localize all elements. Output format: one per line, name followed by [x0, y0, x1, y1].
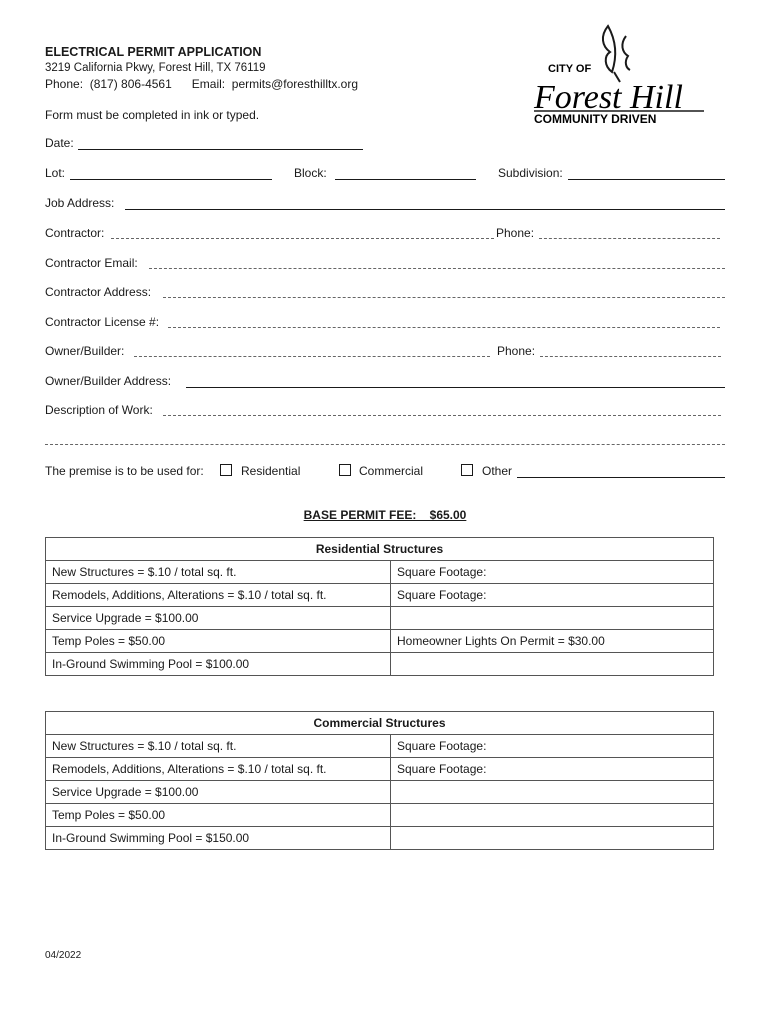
lot-field[interactable]: [70, 179, 272, 180]
office-address: 3219 California Pkwy, Forest Hill, TX 76119: [45, 62, 266, 74]
table-row: [46, 630, 714, 653]
table-row: [46, 804, 714, 827]
svg-text:COMMUNITY DRIVEN: COMMUNITY DRIVEN: [534, 112, 657, 126]
office-contact: Phone: (817) 806-4561 Email: permits@foresthilltx.org: [45, 77, 358, 91]
fee-input-cell[interactable]: Square Footage:: [391, 561, 714, 584]
form-note: Form must be completed in ink or typed.: [45, 108, 260, 122]
contractor-email-label: Contractor Email:: [45, 256, 138, 270]
subdivision-field[interactable]: [568, 179, 725, 180]
table-row: [46, 584, 714, 607]
fee-item: Remodels, Additions, Alterations = $.10 / total sq. ft.: [46, 758, 391, 781]
job-address-label: Job Address:: [45, 196, 115, 210]
fee-item: Temp Poles = $50.00: [46, 804, 391, 827]
commercial-fee-table: [45, 711, 714, 850]
fee-input-cell[interactable]: [391, 827, 714, 850]
table-row: [46, 653, 714, 676]
city-logo: [530, 22, 710, 127]
owner-address-label: Owner/Builder Address:: [45, 374, 172, 388]
svg-text:CITY OF: CITY OF: [548, 63, 592, 75]
premise-label: The premise is to be used for:: [45, 464, 204, 478]
description-field[interactable]: [163, 415, 721, 416]
other-option-label: Other: [482, 464, 513, 478]
other-checkbox[interactable]: [461, 464, 473, 476]
block-label: Block:: [294, 166, 327, 180]
other-field[interactable]: [517, 477, 725, 478]
commercial-option-label: Commercial: [359, 464, 424, 478]
owner-phone-label: Phone:: [497, 344, 536, 358]
fee-input-cell[interactable]: [391, 804, 714, 827]
contractor-phone-field[interactable]: [539, 238, 720, 239]
fee-input-cell[interactable]: Square Footage:: [391, 758, 714, 781]
date-label: Date:: [45, 136, 74, 150]
residential-option-label: Residential: [241, 464, 301, 478]
fee-input-cell[interactable]: [391, 607, 714, 630]
fee-input-cell[interactable]: [391, 781, 714, 804]
fee-item: In-Ground Swimming Pool = $150.00: [46, 827, 391, 850]
table-row: [46, 827, 714, 850]
residential-heading: Residential Structures: [46, 538, 714, 561]
contractor-label: Contractor:: [45, 226, 105, 240]
contractor-address-field[interactable]: [163, 297, 725, 298]
subdivision-label: Subdivision:: [498, 166, 563, 180]
owner-builder-label: Owner/Builder:: [45, 344, 125, 358]
fee-item: Remodels, Additions, Alterations = $.10 / total sq. ft.: [46, 584, 391, 607]
table-row: [46, 561, 714, 584]
contractor-phone-label: Phone:: [496, 226, 535, 240]
contractor-license-field[interactable]: [168, 327, 720, 328]
table-row: [46, 781, 714, 804]
table-row: [46, 607, 714, 630]
leaf-icon: [530, 22, 710, 127]
contractor-field[interactable]: [111, 238, 494, 239]
svg-text:Forest Hill: Forest Hill: [534, 79, 683, 116]
fee-item: New Structures = $.10 / total sq. ft.: [46, 561, 391, 584]
fee-item: Service Upgrade = $100.00: [46, 607, 391, 630]
table-row: [46, 758, 714, 781]
form-title: ELECTRICAL PERMIT APPLICATION: [45, 45, 262, 59]
fee-item: New Structures = $.10 / total sq. ft.: [46, 735, 391, 758]
contractor-license-label: Contractor License #:: [45, 315, 160, 329]
fee-input-cell[interactable]: Square Footage:: [391, 735, 714, 758]
owner-builder-field[interactable]: [134, 356, 490, 357]
fee-input-cell[interactable]: [391, 653, 714, 676]
fee-item: Service Upgrade = $100.00: [46, 781, 391, 804]
date-field[interactable]: [78, 149, 363, 150]
table-row: [46, 735, 714, 758]
job-address-field[interactable]: [125, 209, 725, 210]
residential-checkbox[interactable]: [220, 464, 232, 476]
owner-address-field[interactable]: [186, 387, 725, 388]
contractor-email-field[interactable]: [149, 268, 725, 269]
form-revision-date: 04/2022: [45, 950, 82, 961]
fee-item: In-Ground Swimming Pool = $100.00: [46, 653, 391, 676]
fee-input-cell[interactable]: Homeowner Lights On Permit = $30.00: [391, 630, 714, 653]
lot-label: Lot:: [45, 166, 66, 180]
commercial-heading: Commercial Structures: [46, 712, 714, 735]
description-field-line-2[interactable]: [45, 444, 725, 445]
block-field[interactable]: [335, 179, 476, 180]
residential-fee-table: [45, 537, 714, 676]
fee-item: Temp Poles = $50.00: [46, 630, 391, 653]
description-label: Description of Work:: [45, 403, 153, 417]
commercial-checkbox[interactable]: [339, 464, 351, 476]
base-permit-fee: BASE PERMIT FEE: $65.00: [303, 508, 467, 522]
contractor-address-label: Contractor Address:: [45, 285, 152, 299]
owner-phone-field[interactable]: [540, 356, 721, 357]
fee-input-cell[interactable]: Square Footage:: [391, 584, 714, 607]
